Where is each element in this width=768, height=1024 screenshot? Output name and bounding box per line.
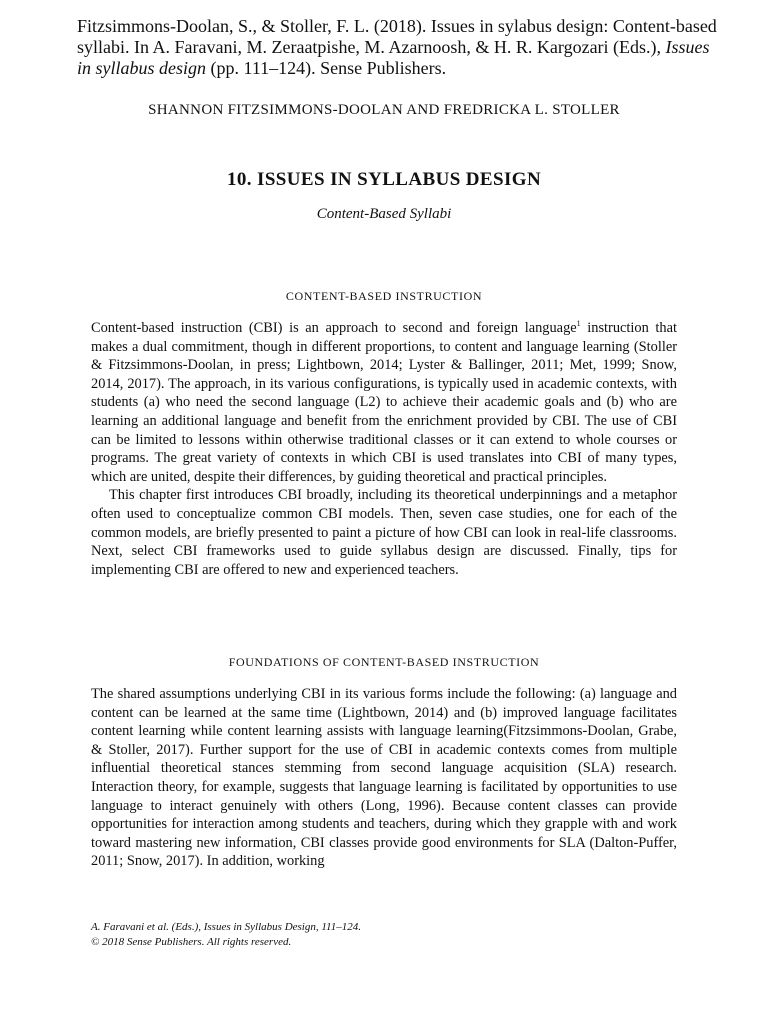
citation-header xyxy=(77,16,717,79)
citation-book-title: Issues in syllabus design xyxy=(77,37,710,78)
footer-source: A. Faravani et al. (Eds.), Issues in Syllabus Design, 111–124. xyxy=(91,921,361,933)
section-body xyxy=(91,685,677,871)
footer-copyright: © 2018 Sense Publishers. All rights reserved. xyxy=(91,936,292,948)
section-heading: FOUNDATIONS OF CONTENT-BASED INSTRUCTION xyxy=(228,655,540,669)
citation-tail: (pp. 111–124). Sense Publishers. xyxy=(210,58,447,78)
paragraph: This chapter first introduces CBI broadly, including its theoretical underpinnings and a metaphor often used to conceptualize common CBI models. Then, seven case studies, one for each of the common models, are briefly presented to paint a picture of how CBI can look in real-life classrooms. Next, select CBI frameworks used to guide syllabus design are discussed. Finally, tips for implementing CBI are offered to new and experienced teachers. xyxy=(91,487,677,578)
footnote-marker: 1 xyxy=(576,319,581,329)
section-heading: CONTENT-BASED INSTRUCTION xyxy=(285,289,483,303)
chapter-authors: SHANNON FITZSIMMONS-DOOLAN AND FREDRICKA L. STOLLER xyxy=(148,102,620,118)
citation-lead: Fitzsimmons-Doolan, S., & Stoller, F. L. (2018). Issues in sylabus design: Content-based syllabi. In A. Faravani, M. Zeraatpishe, M. Azarnoosh, & H. R. Kargozari (Eds.), xyxy=(77,16,717,57)
paragraph-text: Content-based instruction (CBI) is an approach to second and foreign language xyxy=(91,320,577,336)
page-footer xyxy=(91,920,677,950)
chapter-subtitle: Content-Based Syllabi xyxy=(316,206,452,222)
section-body xyxy=(91,319,677,579)
paragraph: The shared assumptions underlying CBI in its various forms include the following: (a) language and content can be learned at the same time (Lightbown, 2014) and (b) improved language facilitates content learning while content learning assists with language learning(Fitzsimmons-Doolan, Grabe, & Stoller, 2017). Further support for the use of CBI in academic contexts comes from multiple influential theoretical stances stemming from second language acquisition (SLA) research. Interaction theory, for example, suggests that language learning is facilitated by opportunities to use language to interact genuinely with others (Long, 1996). Because content classes can provide opportunities for interaction among students and teachers, during which they grapple with and work toward mastering new information, CBI classes provide good environments for SLA (Dalton-Puffer, 2011; Snow, 2017). In addition, working xyxy=(91,686,677,870)
paragraph xyxy=(91,319,677,486)
chapter-title: 10. ISSUES IN SYLLABUS DESIGN xyxy=(226,169,542,190)
paragraph-text: instruction that makes a dual commitment, though in different proportions, to content and language learning (Stoller & Fitzsimmons-Doolan, in press; Lightbown, 2014; Lyster & Ballinger, 2011; Met, 1999; Snow, 2014, 2017). The approach, in its various configurations, is typically used in academic contexts, with students (a) who need the second language (L2) to achieve their academic goals and (b) who are learning an additional language and benefit from the enrichment provided by CBI. The use of CBI can be limited to lessons within otherwise traditional classes or it can extend to whole courses or programs. The great variety of contexts in which CBI is used translates into CBI of many types, which are united, despite their differences, by guiding theoretical and practical principles. xyxy=(91,320,677,485)
